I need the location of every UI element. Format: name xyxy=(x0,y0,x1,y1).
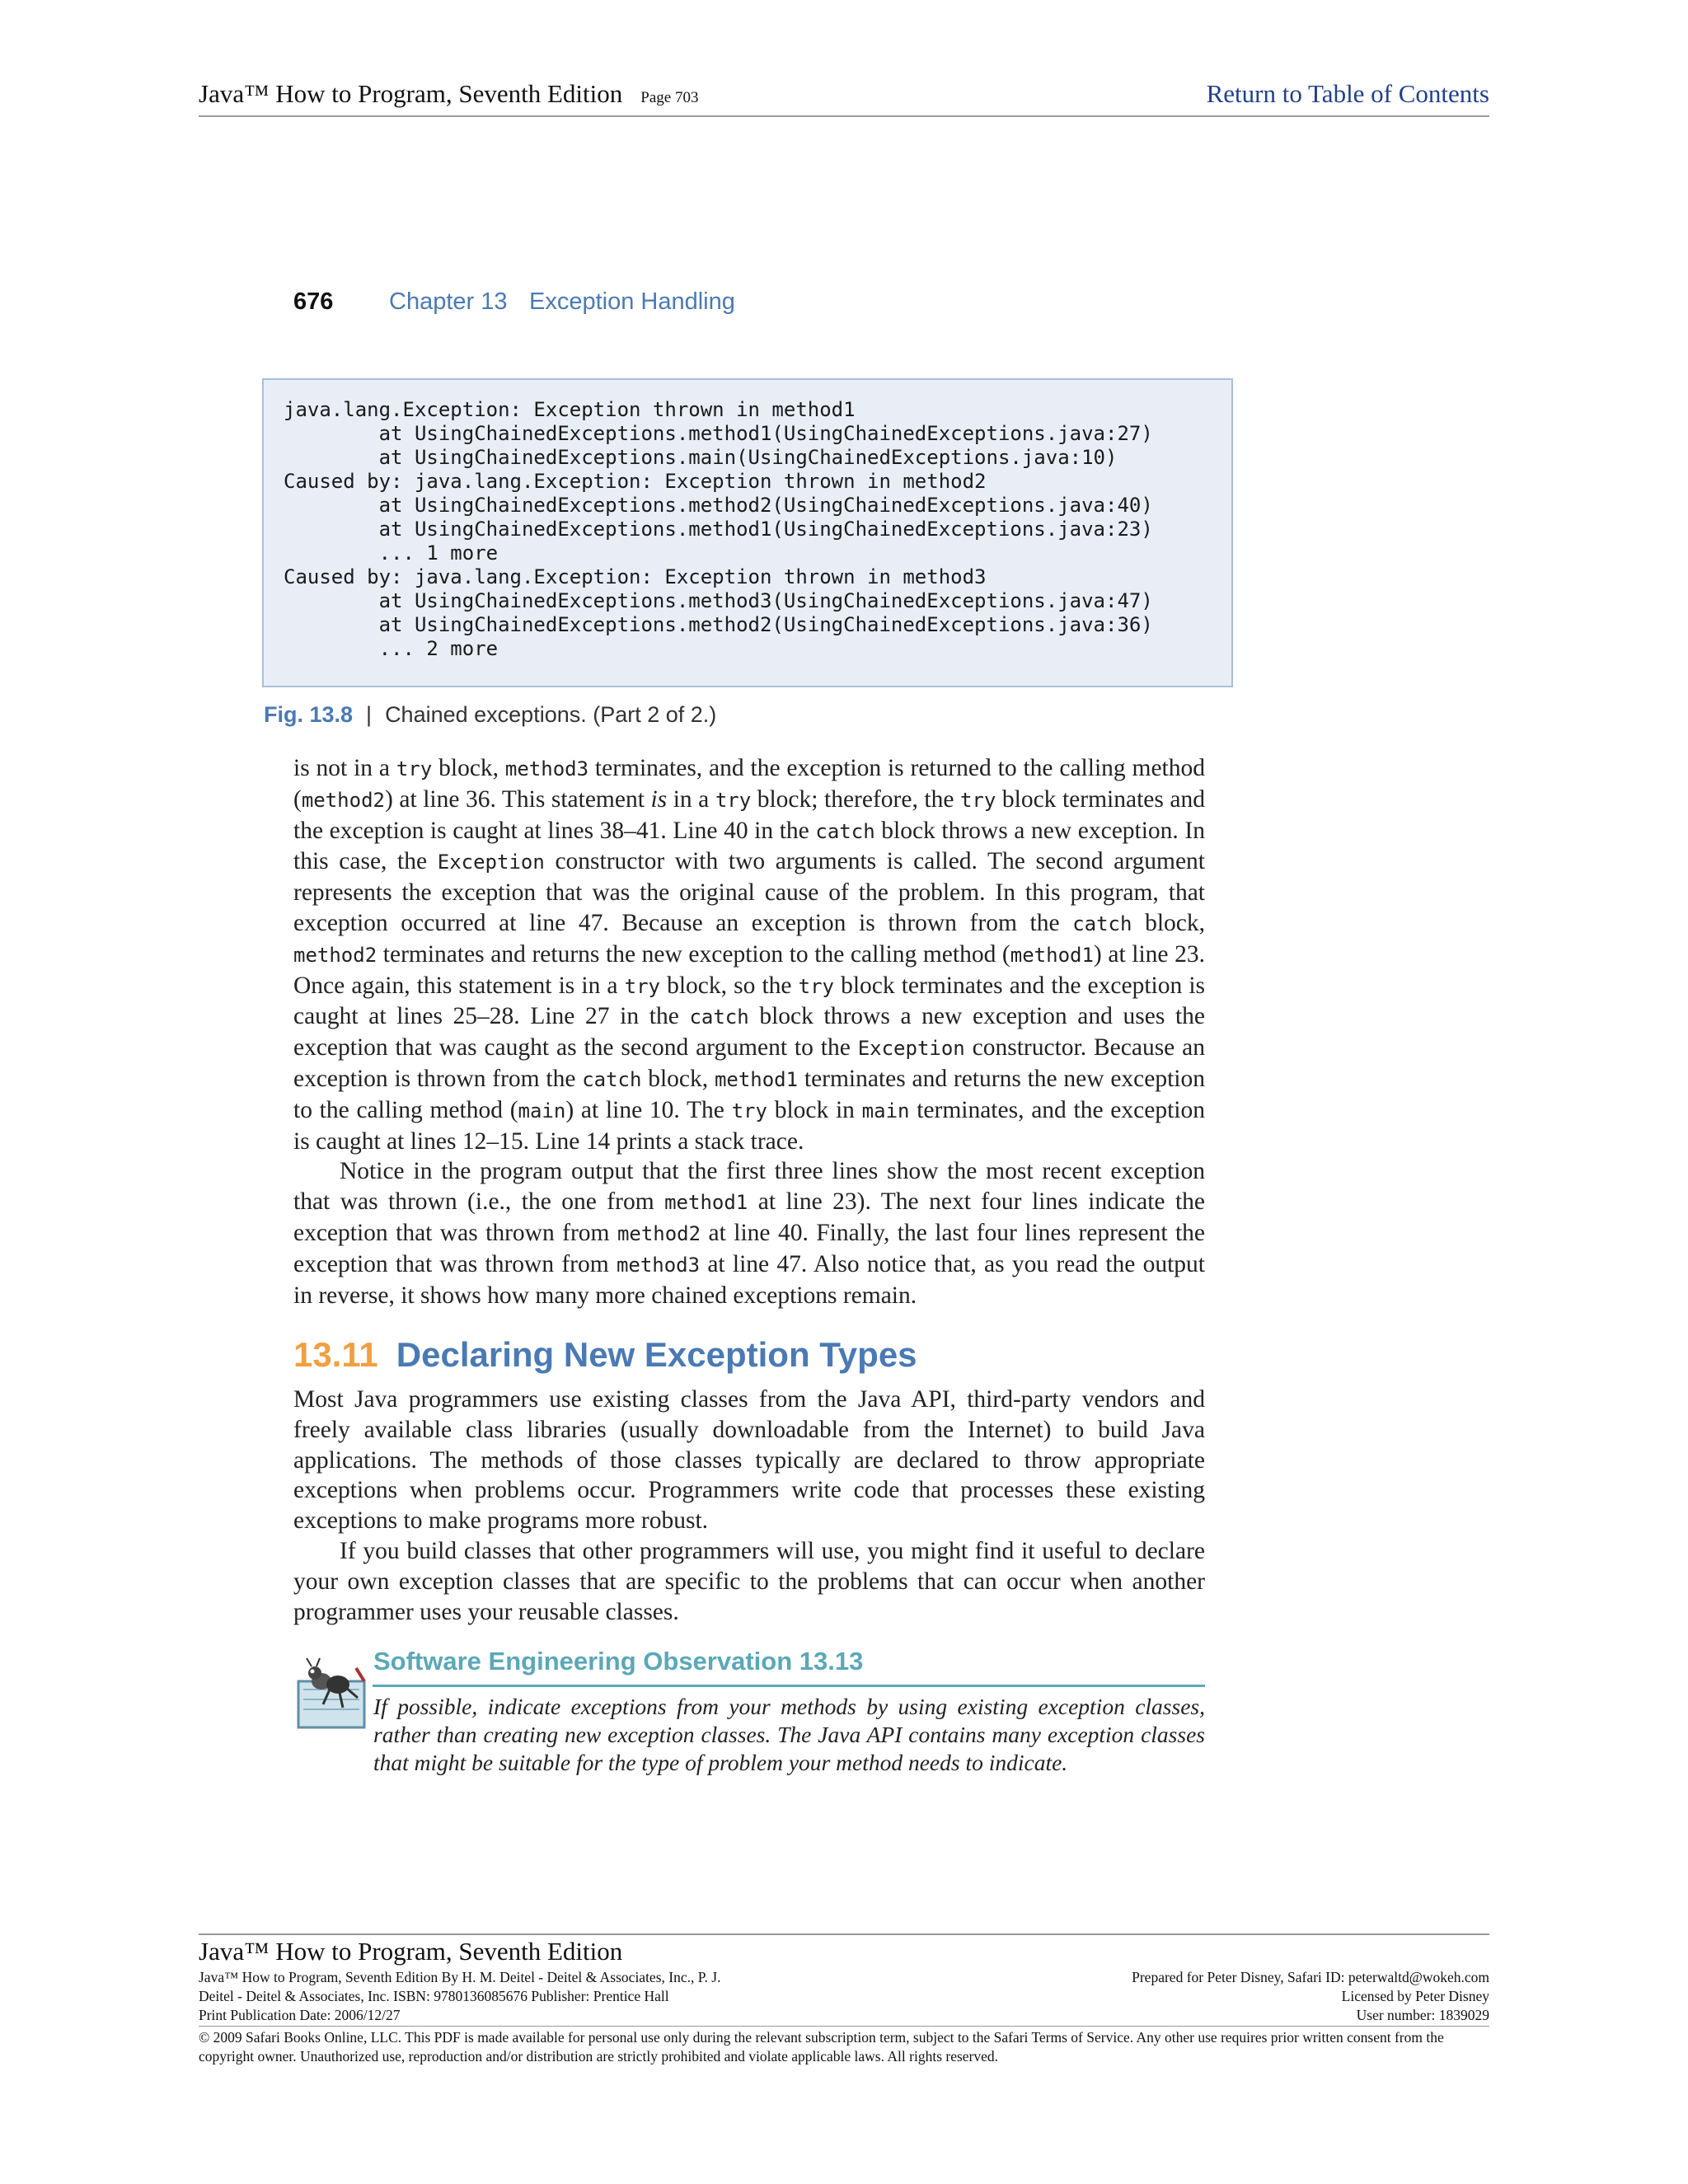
inline-code: method3 xyxy=(504,757,589,780)
inline-code: try xyxy=(959,788,996,812)
footer-divider-bottom xyxy=(199,2026,1489,2027)
inline-code: method1 xyxy=(714,1067,799,1091)
inline-code: method2 xyxy=(301,788,385,812)
seo-text: If possible, indicate exceptions from your methods by using existing exception classes, rather than creating new exception classes. The Java API contains many exception classes that might be suitable for the type of problem your method needs to indicate. xyxy=(373,1694,1205,1775)
footer-copyright: © 2009 Safari Books Online, LLC. This PDF is made available for personal use only during the relevant subscription term, subject to the Safari Terms of Service. Any other use requires prior written consent from the copyright owner. Unauthorized use, reproduction and/or distribution are strictly prohibited and violate applicable laws. All rights reserved. xyxy=(199,2029,1444,2064)
section-heading xyxy=(293,1335,917,1375)
header-divider xyxy=(199,115,1489,117)
inline-code: try xyxy=(798,974,834,998)
inline-code: method2 xyxy=(617,1221,701,1245)
seo-divider xyxy=(373,1685,1205,1687)
emphasis-text: is xyxy=(650,785,668,813)
inline-code: main xyxy=(861,1099,910,1122)
program-output-text: java.lang.Exception: Exception thrown in method1 at UsingChainedExceptions.method1(UsingChainedExceptions.java:27) at UsingChainedExceptions.main(UsingChainedExceptions.java:10) Caused by: java.lang.Exception: Exception thrown in method2 at UsingChainedExceptions.method2(UsingChainedExceptions.java:40) at UsingChainedExceptions.method1(UsingChainedExceptions.java:23) ... 1 more Caused by: java.lang.Exception: Exception thrown in method3 at UsingChainedExceptions.method3(UsingChainedExceptions.java:47) at UsingChainedExceptions.method2(UsingChainedExceptions.java:36) ... 2 more xyxy=(284,398,1153,660)
body-paragraph: If you build classes that other programmers will use, you might find it useful to declare your own exception classes that are specific to the problems that can occur when another programmer uses your reusable classes. xyxy=(293,1537,1205,1625)
inline-code: catch xyxy=(815,819,875,843)
body-paragraph: Most Java programmers use existing classes from the Java API, third-party vendors and freely available class libraries (usually downloadable from the Internet) to build Java applications. The methods of those classes typically are declared to throw appropriate exceptions when problems occur. Programmers write code that processes these existing exceptions to make programs more robust. xyxy=(293,1386,1205,1535)
section-title: Declaring New Exception Types xyxy=(396,1335,917,1374)
footer-info-left-1: Java™ How to Program, Seventh Edition By H. M. Deitel - Deitel & Associates, Inc., P. J. xyxy=(199,1969,721,1985)
body-paragraph: is not in a try block, method3 terminates, and the exception is returned to the calling method (method2) at line 36. This statement is in a try block; therefore, the try block terminates and the exception is caught at lines 38–41. Line 40 in the catch block throws a new exception. In this case, the Exception constructor with two arguments is called. The second argument represents the exception that was the original cause of the problem. In this program, that exception occurred at line 47. Because an exception is thrown from the catch block, method2 terminates and returns the new exception to the calling method (method1) at line 23. Once again, this statement is in a try block, so the try block terminates and the exception is caught at lines 25–28. Line 27 in the catch block throws a new exception and uses the exception that was caught as the second argument to the Exception constructor. Because an exception is thrown from the catch block, method1 terminates and returns the new exception to the calling method (main) at line 10. The try block in main terminates, and the exception is caught at lines 12–15. Line 14 prints a stack trace. xyxy=(293,755,1206,1155)
header-page-label: Page 703 xyxy=(640,89,699,106)
footer-info-right-3: User number: 1839029 xyxy=(1356,2007,1489,2023)
footer-info-left-2: Deitel - Deitel & Associates, Inc. ISBN: 9780136085676 Publisher: Prentice Hall xyxy=(199,1988,669,2004)
program-output-box xyxy=(262,378,1233,687)
inline-code: method2 xyxy=(293,943,377,967)
return-to-toc-link[interactable]: Return to Table of Contents xyxy=(1206,79,1489,108)
book-chapter-label: Chapter 13 xyxy=(389,288,508,315)
inline-code: catch xyxy=(1072,912,1132,935)
header-book-title-text: Java™ How to Program, Seventh Edition xyxy=(199,79,623,108)
body-text-lower xyxy=(293,1385,1205,1627)
header-book-title xyxy=(199,79,698,109)
book-chapter-title: Exception Handling xyxy=(529,288,735,315)
inline-code: try xyxy=(624,974,660,998)
seo-title: Software Engineering Observation 13.13 xyxy=(373,1647,864,1675)
footer-book-title: Java™ How to Program, Seventh Edition xyxy=(199,1937,623,1966)
inline-code: try xyxy=(396,757,433,780)
inline-code: method1 xyxy=(1010,943,1094,967)
inline-code: try xyxy=(731,1099,767,1122)
body-text-upper xyxy=(293,753,1205,1310)
footer-info-left-3: Print Publication Date: 2006/12/27 xyxy=(199,2007,401,2023)
footer-info-right-2: Licensed by Peter Disney xyxy=(1341,1988,1489,2004)
footer-divider-top xyxy=(199,1933,1489,1935)
section-number: 13.11 xyxy=(293,1335,378,1374)
inline-code: Exception xyxy=(857,1037,965,1061)
body-paragraph: Notice in the program output that the first three lines show the most recent exception that was thrown (i.e., the one from method1 at line 23). The next four lines indicate the exception that was thrown from method2 at line 40. Finally, the last four lines represent the exception that was thrown from method3 at line 47. Also notice that, as you read the output in reverse, it shows how many more chained exceptions remain. xyxy=(293,1158,1206,1309)
figure-label: Fig. 13.8 xyxy=(264,702,354,727)
footer-info-right-1: Prepared for Peter Disney, Safari ID: peterwaltd@wokeh.com xyxy=(1132,1969,1489,1985)
figure-caption xyxy=(264,702,716,728)
inline-code: method1 xyxy=(664,1191,748,1215)
inline-code: catch xyxy=(689,1005,749,1029)
figure-separator: | xyxy=(366,702,373,727)
book-page-number: 676 xyxy=(293,288,334,315)
inline-code: try xyxy=(715,788,752,812)
figure-caption-text: Chained exceptions. (Part 2 of 2.) xyxy=(385,702,717,727)
inline-code: method3 xyxy=(616,1253,701,1277)
ant-on-drafting-table-icon xyxy=(293,1657,373,1736)
inline-code: Exception xyxy=(437,851,545,874)
inline-code: catch xyxy=(582,1067,642,1091)
inline-code: main xyxy=(518,1099,566,1122)
